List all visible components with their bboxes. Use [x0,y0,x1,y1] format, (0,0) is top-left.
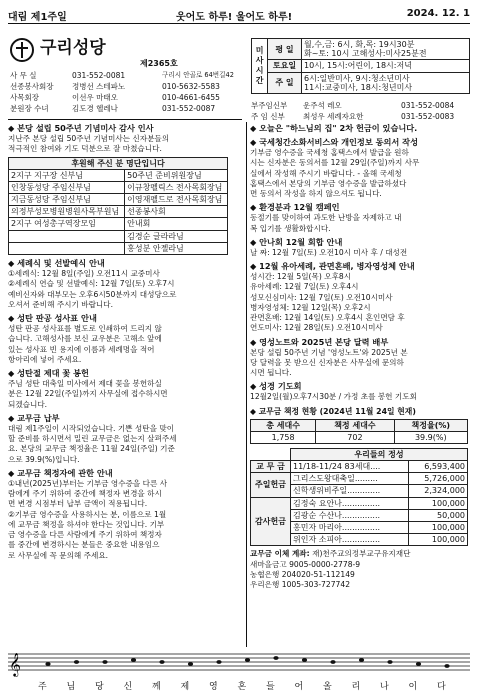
stats-header: 책정율(%) [394,419,467,431]
liturgical-week: 대림 제1주일 [8,12,67,23]
hymn-note [359,658,364,662]
issue-number: 제2365호 [140,59,178,68]
lyric-syllable: 님 [66,682,76,692]
mass-day: 평 일 [268,39,302,60]
text-line: 분은 12월 22일(주일)까지 사무실에 접수하시면 [8,389,168,399]
section-body [8,479,242,561]
thanks-name: 김경순 글라라님 [125,230,228,242]
right-column [250,123,472,590]
section-body [250,392,472,402]
text-line: 주님 성탄 대축일 미사에서 제대 꽃을 봉헌하실 [8,379,162,388]
staff-contact: 031-552-0087 [162,104,216,113]
hymn-staff [8,650,470,680]
thanks-name: 이영재펠드로 전사목회장님 [125,194,228,206]
text-line: 본당 설립 50주년 기념 '영성노트'와 2025년 본 [250,347,408,357]
clergy-role: 부주임신부 [251,101,288,110]
lyric-syllable: 당 [95,682,104,692]
section-title: ◆ 교무금 납부 [8,412,60,423]
lyric-syllable: 다 [437,682,446,692]
section-body [250,348,472,379]
lyric-syllable: 리 [351,682,361,692]
divider [8,119,242,120]
offering-item: 그리스도왕대축일......... [291,473,409,485]
text-line: 되겠습니다. [8,399,48,409]
staff-role: 사목회장 [10,93,39,102]
lyric-syllable: 주 [38,682,47,692]
section-title: ◆ 12월 유아세례, 관면혼배, 병자영성체 안내 [250,261,415,271]
section-body [250,148,472,199]
bank-owner: 재)천주교의정부교구유지재단 [312,549,411,559]
text-line: 동절기를 맞이하여 과도한 난방을 자제하고 내 [250,213,402,223]
lyric-syllable: 어 [294,682,304,692]
bank-accounts [250,549,472,590]
lyric-syllable: 들 [266,682,275,692]
thanks-name: 지금동성당 주임신부님 [9,194,125,206]
text-line: 면 동의서 작성을 하지 않으셔도 됩니다. [250,189,382,198]
hymn-note [273,656,278,660]
section-body [250,248,472,258]
section-title: ◆ 환경분과 12월 캠페인 [250,202,340,213]
staff-value: 031-552-0081 [72,71,126,80]
stats-header: 책정 세대수 [316,419,394,431]
section-body [250,272,472,334]
text-line: 를 중간에 변경하시는 분들은 중요한 내용임으 [8,540,160,550]
hymn-note [416,662,421,666]
text-line: 항아리에 넣어 주세요. [8,354,82,364]
text-line: ②세례식 연습 및 선발예식: 12월 7일(토) 오후7시 [8,279,175,289]
clergy-name: 최성우 세례자요한 [303,112,364,121]
thanks-name: 안내회 [125,218,228,230]
text-line: 지난주 본당 설립 50주년 기념미사는 신자분들의 [8,134,170,143]
thanks-name: 50주년 준비위원장님 [125,169,228,181]
offering-table [250,448,468,547]
staff-contact: 010-4661-6455 [162,93,220,102]
hymn-lyrics [38,683,470,695]
stats-value: 1,758 [251,431,316,443]
parish-name: 구리성당 [40,38,106,58]
text-line: 에 교무금 책정을 하셔야 한다는 것입니다. 기부 [8,519,165,529]
hymn-note [302,658,307,662]
offering-item: 11/18-11/24 83세대.... [291,461,409,473]
staff-role: 선종봉사회장 [10,82,54,91]
text-line: 금 영수증을 다른 사람에게 주기 위하여 책정자 [8,530,162,539]
staff-contact: 010-5632-5583 [162,82,220,91]
text-line: 실에서 작성해 주시기 바랍니다. - 올해 국세청 [250,168,402,178]
offering-item: 신학생위비주일............. [291,485,409,497]
thanks-name: 의정부성모병원병원사목부원님 [9,206,125,218]
offering-amount: 2,324,000 [409,485,468,497]
hymn-note [159,660,164,664]
text-line: 성모신심미사: 12월 7일(토) 오전10시미사 [250,292,393,302]
mass-time: 월,수,금: 6시, 화,목: 19시30분 [304,40,415,49]
staff-contact: 구리시 안골로 64번길42 [162,71,234,79]
thanks-name: 2지구 지구장 신부님 [9,169,125,181]
section-body [8,134,242,155]
thanks-table [8,157,228,256]
hymn-note [387,660,392,664]
offering-category: 교 무 금 [251,461,291,473]
text-line: 적극적인 참여와 기도 덕분으로 잘 마쳤습니다. [8,144,162,154]
hymn-note [102,660,107,664]
text-line: 기부금 영수증을 국세청 홈택스에서 발급을 원하 [250,148,409,157]
offering-amount: 100,000 [409,497,468,509]
bank-account: 농협은행 204020-51-112149 [250,569,355,579]
hymn-note [444,664,449,668]
text-line: 날 짜: 12월 7일(토) 오전10시 미사 후 / 대성전 [250,247,408,257]
lyric-syllable: 나 [380,682,389,692]
staff-value: 정병선 스테파노 [72,82,126,91]
column-divider [246,122,247,647]
thanks-name: 인창동성당 주임신부님 [9,181,125,193]
offering-amount: 100,000 [409,534,468,546]
lyric-syllable: 영 [209,682,218,692]
hymn-note [45,662,50,666]
text-line: 연도미사: 12월 28일(토) 오전10시미사 [250,323,383,333]
text-line: 시는 신자분은 동의서를 12월 29일(주일)까지 사무 [250,158,420,168]
hymn-note [245,658,250,662]
text-line: 있는 성사표 빈 용지에 이름과 세례명을 적어 [8,344,155,354]
section-title: ◆ 오늘은 "하느님의 집" 2차 헌금이 있습니다. [250,123,418,133]
offering-amount: 6,593,400 [409,461,468,473]
thanks-name: 2지구 여성총구역장모임 [9,218,125,230]
text-line: 시면 됩니다. [250,368,292,377]
hymn-note [216,660,221,664]
section-title: ◆ 성경 기도회 [250,381,302,392]
section-title: ◆ 교무금 책정자에 관한 안내 [8,467,113,478]
mass-time: 10시, 15시:어린이, 18시:저녁 [302,60,470,72]
staff-role: 사 무 실 [10,71,37,80]
thanks-header: 후원해 주신 분 명단입니다 [9,157,228,169]
section-title: ◆ 국세청간소화서비스와 개인정보 동의서 작성 [250,137,418,147]
text-line: 람에게 주기 위하여 중간에 책정자 변경을 하시 [8,489,162,498]
section-title: ◆ 안나회 12월 회합 안내 [250,236,343,247]
offering-amount: 5,726,000 [409,473,468,485]
text-line: 오셔서 준비해 주시기 바랍니다. [8,299,114,309]
hymn-note [188,662,193,666]
lyric-syllable: 이 [408,682,418,692]
section-body [8,324,242,365]
lyric-syllable: 신 [123,682,133,692]
lyric-syllable: 께 [152,682,161,692]
thanks-name: 이규창펠릭스 전사목회장님 [125,181,228,193]
text-line: 로 사무실에 꼭 문의해 주세요. [8,550,109,560]
mass-schedule-table [251,38,470,94]
hymn-note [131,658,136,662]
offering-item: 김광순 수산나............... [291,509,409,521]
section-body [250,213,472,234]
section-title: ◆ 세례식 및 선발예식 안내 [8,258,105,268]
hymn-note [330,660,335,664]
text-line: ①내년(2025년)부터는 기부금 영수증을 다른 사 [8,478,168,488]
stats-value: 39.9(%) [394,431,467,443]
offering-item: 김정숙 요안나............... [291,497,409,509]
mass-time: 화~토: 10시 고해성사:미사25분전 [304,49,427,59]
text-line: 습니다. 고해성사를 보신 교우분은 고해소 앞에 [8,334,162,344]
clergy-tel: 031-552-0083 [401,112,455,121]
stats-value: 702 [316,431,394,443]
mass-label: 미사시간 [252,39,268,94]
thanks-name: 선종봉사회 [125,206,228,218]
bank-account: 우리은행 1005-303-727742 [250,580,351,590]
text-line: 복 입기를 생활화합시다. [250,223,331,233]
bank-account: 새마을금고 9005-0000-2778-9 [250,559,361,569]
text-line: ①세례식: 12월 8일(주일) 오전11시 교중미사 [8,269,160,278]
section-body [8,379,242,410]
text-line: 12월2일(월)오후7시30분 / 가정 초를 봉헌 기도회 [250,392,417,402]
text-line: 성탄 판공 성사표를 별도로 인쇄하여 드리지 않 [8,324,162,333]
text-line: 요. 본당의 교무금 책정율은 11월 24일(주일) 기준 [8,444,175,454]
pledge-stats-table [250,419,468,444]
staff-value: 김도경 헬레나 [72,104,118,113]
stats-header: 총 세대수 [251,419,316,431]
bank-title: 교무금 이체 계좌: [250,549,310,559]
offering-item: 위인자 소피아............... [291,534,409,546]
offering-amount: 50,000 [409,509,468,521]
left-column [8,123,242,561]
lyric-syllable: 혼 [237,682,247,692]
thanks-name: 홍성분 안젤라님 [125,242,228,254]
lyric-syllable: 제 [180,682,190,692]
text-line: 당 달력을 못 받으신 신자분은 사무실에 문의하 [250,357,404,367]
text-line: 병자영성체: 12월 12일(목) 오후2시 [250,302,371,312]
mass-time: 6시:일반미사, 9시:청소년미사 [304,73,410,83]
section-title: ◆ 영성노트와 2025년 본당 달력 배부 [250,336,389,347]
lyric-syllable: 올 [323,682,332,692]
clergy-tel: 031-552-0084 [401,101,455,110]
text-line: 으로 39.9(%)입니다. [8,454,80,464]
section-title: ◆ 본당 설립 50주년 기념미사 감사 인사 [8,123,154,133]
section-body [8,424,242,465]
thanks-name [9,230,125,242]
text-line: 관면혼배: 12월 14일(토) 오후4시 혼인면담 후 [250,313,405,322]
offering-title: 우리들의 정성 [291,448,468,460]
text-line: 유아세례: 12월 7일(토) 오후4시 [250,282,359,292]
header-bar [8,6,470,24]
section-title: ◆ 성탄절 제대 꽃 봉헌 [8,368,89,378]
section-title: ◆ 성탄 판공 성사표 안내 [8,313,97,323]
clergy-role: 주 임 신부 [251,112,285,121]
text-line: 성시간: 12월 5일(목) 오후8시 [250,272,352,281]
section-body [8,269,242,310]
offering-amount: 100,000 [409,522,468,534]
staff-value: 이선우 마태오 [72,93,118,102]
slogan: 웃어도 하루! 울어도 하루! [176,12,293,23]
offering-category: 주일헌금 [251,473,291,497]
church-logo-icon [10,38,34,62]
text-line: ②기부금 영수증을 사용하시는 분, 이름으로 1월 [8,509,167,519]
mass-day: 주 일 [268,72,302,93]
staff-role: 분원장 수녀 [10,104,49,113]
text-line: 할 준비를 하시면서 밀린 교무금은 없는지 살펴주세 [8,434,177,443]
text-line: 예비신자와 대부모는 오후6시50분까지 대성당으로 [8,289,177,299]
clergy-name: 운주석 레오 [303,101,342,110]
section-title: ◆ 교무금 책정 현황 (2024년 11월 24일 현재) [250,406,416,416]
text-line: 대림 제1주일이 시작되었습니다. 기쁜 성탄을 맞이 [8,423,175,433]
mass-time: 11시:교중미사, 18시:청년미사 [304,82,413,92]
mass-day: 토요일 [268,60,302,72]
text-line: 면 변경 시점부터 납부 금액이 적용됩니다. [8,499,148,509]
text-line: 홈택스에서 본당의 기부금 영수증을 발급하셨다 [250,178,407,188]
offering-item: 홍민자 마리아............... [291,522,409,534]
treble-clef-icon: 𝄞 [9,652,21,676]
issue-date: 2024. 12. 1 [406,8,470,19]
offering-category: 감사헌금 [251,497,291,546]
hymn-note [74,660,79,664]
thanks-name [9,242,125,254]
